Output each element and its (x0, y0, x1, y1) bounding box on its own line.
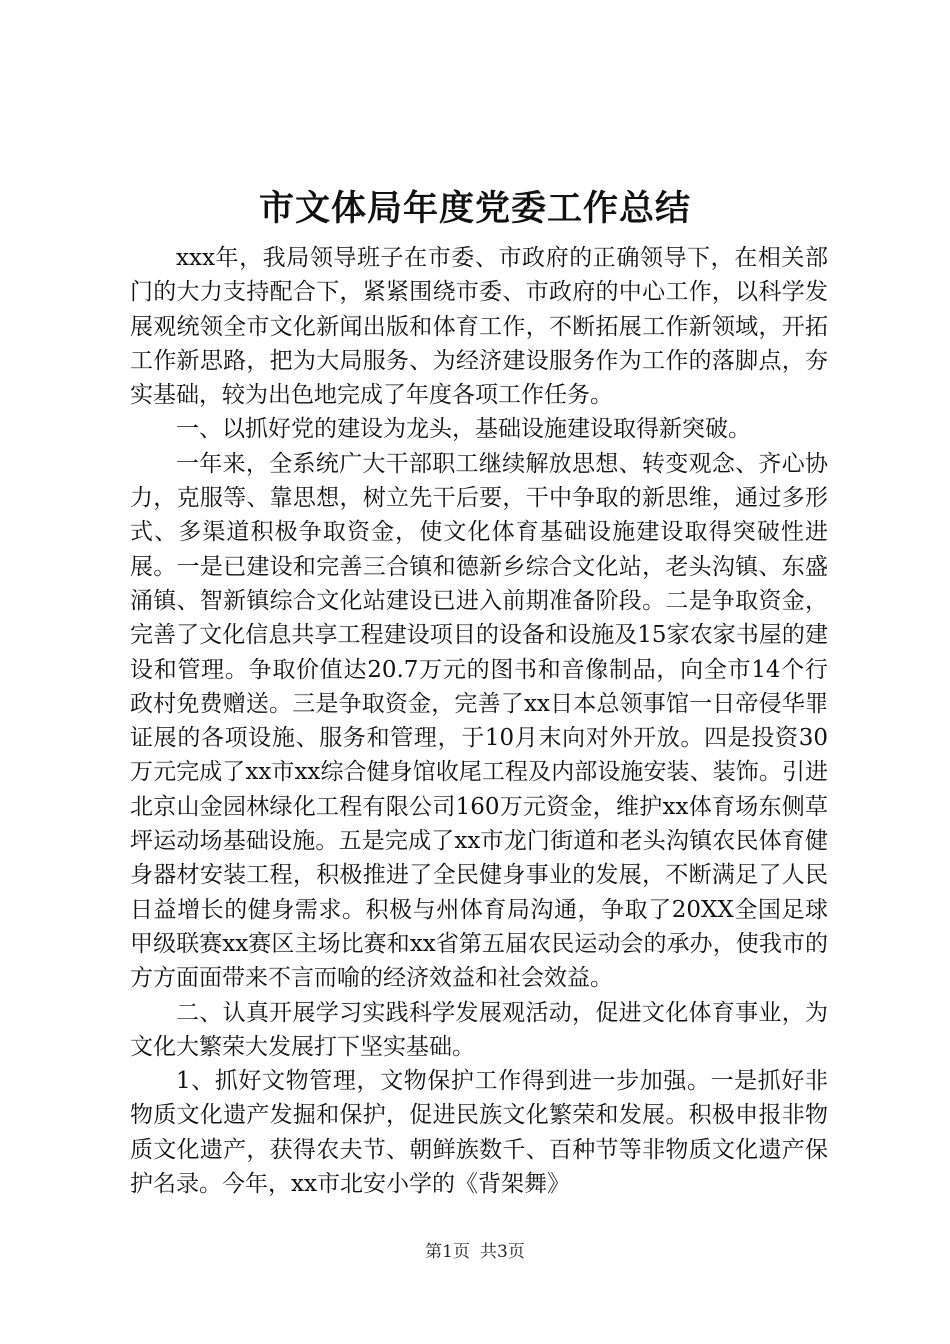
page-footer (0, 1240, 950, 1264)
document-title: 市文体局年度党委工作总结 (258, 188, 691, 229)
section-heading-1: 一、以抓好党的建设为龙头，基础设施建设取得新突破。 (176, 416, 751, 443)
section-heading-2: 二、认真开展学习实践科学发展观活动，促进文化体育事业，为文化大繁荣大发展打下坚实基础。 (130, 999, 828, 1060)
paragraph-cultural-relics: 1、抓好文物管理，文物保护工作得到进一步加强。一是抓好非物质文化遗产发掘和保护，促进民族文化繁荣和发展。积极申报非物质文化遗产，获得农夫节、朝鲜族数千、百种节等非物质文化遗产保护名录。今年，xx市北安小学的《背架舞》 (130, 1068, 828, 1198)
page-total: 共3页 (480, 1242, 525, 1262)
paragraph-intro: xxx年，我局领导班子在市委、市政府的正确领导下，在相关部门的大力支持配合下，紧紧围绕市委、市政府的中心工作，以科学发展观统领全市文化新闻出版和体育工作，不断拓展工作新领域，开拓工作新思路，把为大局服务、为经济建设服务作为工作的落脚点，夯实基础，较为出色地完成了年度各项工作任务。 (130, 245, 828, 409)
document-body (130, 241, 828, 1201)
page-number: 第1页 (425, 1242, 470, 1262)
paragraph-infrastructure: 一年来，全系统广大干部职工继续解放思想、转变观念、齐心协力，克服等、靠思想，树立先干后要，干中争取的新思维，通过多形式、多渠道积极争取资金，使文化体育基础设施建设取得突破性进展。一是已建设和完善三合镇和德新乡综合文化站，老头沟镇、东盛涌镇、智新镇综合文化站建设已进入前期准备阶段。二是争取资金，完善了文化信息共享工程建设项目的设备和设施及15家农家书屋的建设和管理。争取价值达20.7万元的图书和音像制品，向全市14个行政村免费赠送。三是争取资金，完善了xx日本总领事馆一日帝侵华罪证展的各项设施、服务和管理，于10月末向对外开放。四是投资30万元完成了xx市xx综合健身馆收尾工程及内部设施安装、装饰。引进北京山金园林绿化工程有限公司160万元资金，维护xx体育场东侧草坪运动场基础设施。五是完成了xx市龙门街道和老头沟镇农民体育健身器材安装工程，积极推进了全民健身事业的发展，不断满足了人民日益增长的健身需求。积极与州体育局沟通，争取了20XX全国足球甲级联赛xx赛区主场比赛和xx省第五届农民运动会的承办，使我市的方方面面带来不言而喻的经济效益和社会效益。 (130, 450, 828, 992)
